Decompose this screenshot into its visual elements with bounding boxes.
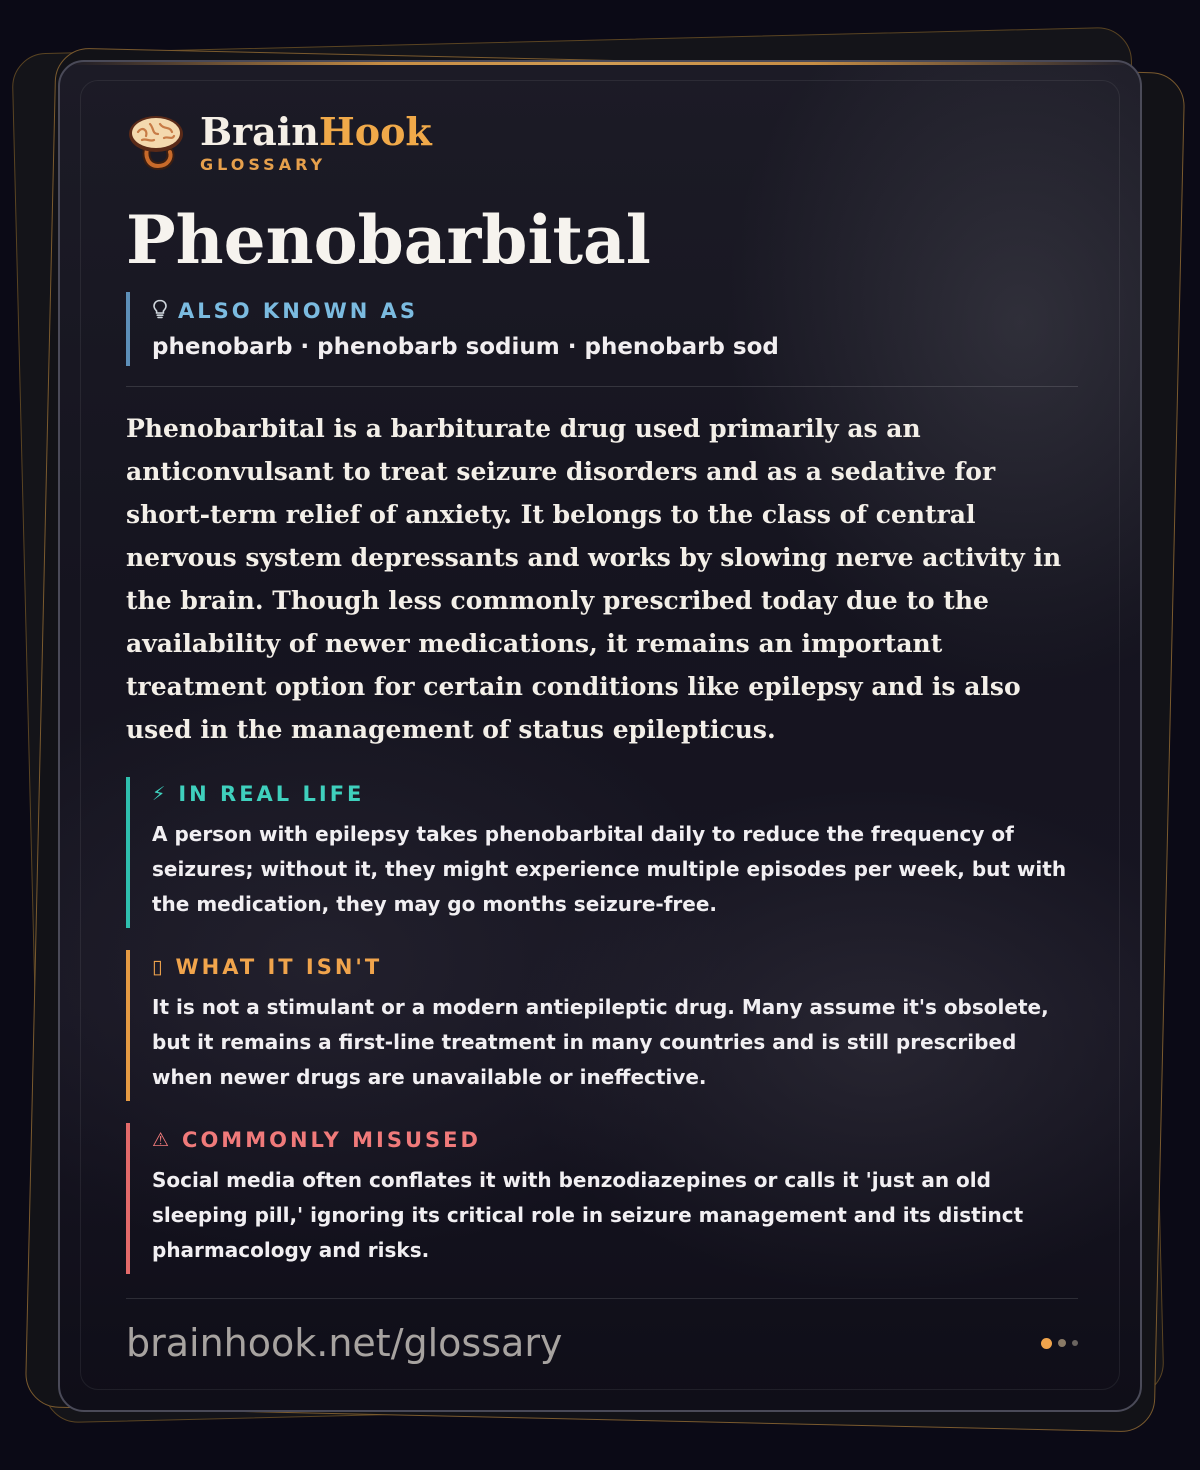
commonly-misused-label — [152, 1125, 1078, 1155]
warning-icon: ⚠ — [152, 1129, 173, 1151]
what-it-isnt-label — [152, 952, 1078, 982]
pagination-dot — [1058, 1339, 1066, 1347]
pagination-dot — [1072, 1340, 1078, 1346]
brain-hook-logo-icon — [126, 112, 186, 172]
also-known-as-values: phenobarb · phenobarb sodium · phenobarb sod — [152, 333, 779, 360]
lightning-icon: ⚡ — [152, 783, 169, 805]
brand-subtitle: GLOSSARY — [200, 154, 327, 174]
lightbulb-icon — [152, 299, 168, 324]
also-known-as-block — [126, 292, 1078, 366]
footer-url-link[interactable]: brainhook.net/glossary — [126, 1321, 563, 1365]
also-known-as-label-text: ALSO KNOWN AS — [178, 299, 419, 323]
card-footer — [126, 1298, 1078, 1365]
section-divider — [126, 386, 1078, 387]
glossary-card — [58, 60, 1142, 1412]
brand-name-hook: Hook — [318, 108, 432, 154]
what-it-isnt-label-text: WHAT IT ISN'T — [175, 955, 383, 979]
also-known-as-label — [152, 299, 1078, 324]
brand-name — [200, 108, 432, 154]
brand-name-brain: Brain — [200, 108, 319, 154]
card-content — [126, 102, 1078, 1274]
brand-header — [126, 102, 1078, 182]
brand-text — [200, 108, 432, 174]
commonly-misused-body: Social media often conflates it with benzodiazepines or calls it 'just an old sleeping pill,' ignoring its critical role in seizure management and its distinct pharmacology and risks. — [152, 1168, 1024, 1262]
what-it-isnt-section — [126, 950, 1078, 1101]
missing-glyph-icon: ▯ — [152, 956, 166, 978]
in-real-life-body: A person with epilepsy takes phenobarbital daily to reduce the frequency of seizures; without it, they might experience multiple episodes per week, but with the medication, they may go months seizure-free. — [152, 822, 1067, 916]
term-title: Phenobarbital — [126, 201, 651, 279]
in-real-life-label-text: IN REAL LIFE — [178, 782, 365, 806]
in-real-life-section — [126, 777, 1078, 928]
what-it-isnt-body: It is not a stimulant or a modern antiepileptic drug. Many assume it's obsolete, but it remains a first-line treatment in many countries and is still prescribed when newer drugs are unavailable or ineffective. — [152, 995, 1049, 1089]
commonly-misused-label-text: COMMONLY MISUSED — [182, 1128, 481, 1152]
definition-text: Phenobarbital is a barbiturate drug used primarily as an anticonvulsant to treat seizure disorders and as a sedative for short-term relief of anxiety. It belongs to the class of central nervous system depressants and works by slowing nerve activity in the brain. Though less commonly prescribed today due to the availability of newer medications, it remains an important treatment option for certain conditions like epilepsy and is also used in the management of status epilepticus. — [126, 414, 1062, 744]
pagination-dots-icon — [1041, 1338, 1078, 1349]
in-real-life-label — [152, 779, 1078, 809]
pagination-dot-active — [1041, 1338, 1052, 1349]
commonly-misused-section — [126, 1123, 1078, 1274]
